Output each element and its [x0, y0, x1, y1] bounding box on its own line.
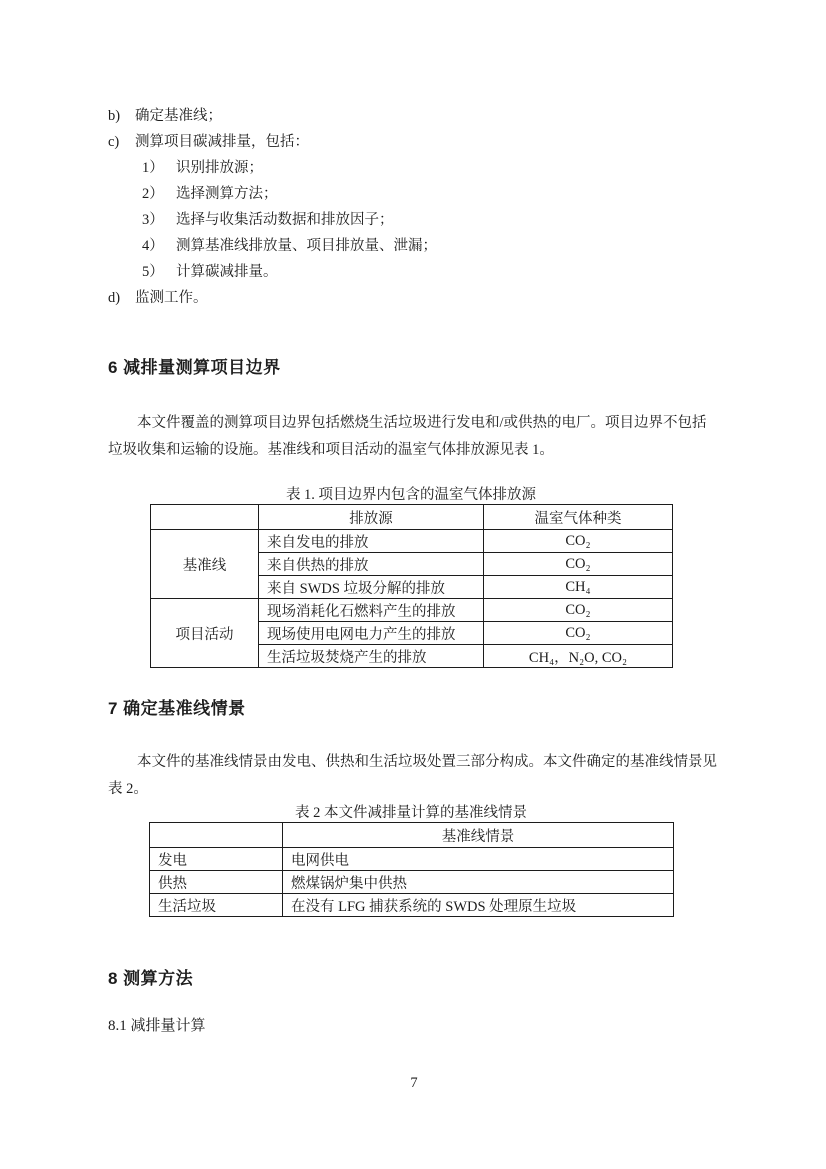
- paragraph-line: 表 2。: [108, 781, 148, 797]
- source-cell: 生活垃圾焚烧产生的排放: [259, 645, 484, 668]
- scenario-cell: 电网供电: [283, 848, 674, 871]
- list-item: [142, 233, 720, 259]
- table-2-caption: 表 2 本文件减排量计算的基准线情景: [295, 805, 527, 821]
- source-cell: 来自 SWDS 垃圾分解的排放: [259, 576, 484, 599]
- section-8-heading: 8 测算方法: [108, 969, 194, 988]
- gas-cell: CO₂: [484, 622, 673, 645]
- source-cell: 现场使用电网电力产生的排放: [259, 622, 484, 645]
- section-8-1-heading: 8.1 减排量计算: [108, 1018, 206, 1034]
- table-row: [150, 848, 674, 871]
- list-item-text: 确定基准线；: [135, 108, 222, 124]
- section-7-paragraph: [108, 749, 720, 803]
- section-6-heading: 6 减排量测算项目边界: [108, 358, 281, 377]
- list-item-text: 测算项目碳减排量，包括：: [135, 134, 309, 150]
- list-item-text: 选择与收集活动数据和排放因子；: [176, 212, 394, 228]
- source-cell: 来自发电的排放: [259, 530, 484, 553]
- list-item: [142, 259, 720, 285]
- list-item-text: 选择测算方法；: [176, 186, 278, 202]
- list-item: [108, 103, 720, 129]
- gas-cell: CO₂: [484, 553, 673, 576]
- table-header-cell: 排放源: [259, 505, 484, 530]
- scenario-cell: 在没有 LFG 捕获系统的 SWDS 处理原生垃圾: [283, 894, 674, 917]
- table-header-cell: [151, 505, 259, 530]
- list-item-text: 监测工作。: [135, 290, 208, 306]
- paragraph-line: 垃圾收集和运输的设施。基准线和项目活动的温室气体排放源见表 1。: [108, 442, 554, 458]
- table-ghg-emission-sources: [150, 504, 673, 668]
- table-row: [150, 894, 674, 917]
- table-row: [150, 823, 674, 848]
- list-item-text: 测算基准线排放量、项目排放量、泄漏；: [176, 238, 437, 254]
- table-row: [151, 530, 673, 553]
- group-cell: 基准线: [151, 530, 259, 599]
- procedure-list: [108, 103, 720, 311]
- table-header-cell: 温室气体种类: [484, 505, 673, 530]
- table-row: [151, 599, 673, 622]
- list-item-label: d): [108, 290, 121, 306]
- list-item-label: 5）: [142, 264, 164, 280]
- table-baseline-scenarios: [149, 822, 674, 917]
- scenario-cell: 燃煤锅炉集中供热: [283, 871, 674, 894]
- table-header-cell: 基准线情景: [283, 823, 674, 848]
- paragraph-line: 本文件的基准线情景由发电、供热和生活垃圾处置三部分构成。本文件确定的基准线情景见: [137, 754, 717, 770]
- page-number: 7: [410, 1075, 418, 1091]
- table-row: [150, 871, 674, 894]
- list-item: [142, 207, 720, 233]
- gas-cell: CH₄，N₂O, CO₂: [484, 645, 673, 668]
- gas-cell: CO₂: [484, 599, 673, 622]
- gas-cell: CO₂: [484, 530, 673, 553]
- item-cell: 发电: [150, 848, 283, 871]
- list-item-label: 4）: [142, 238, 164, 254]
- group-cell: 项目活动: [151, 599, 259, 668]
- list-item-label: 3）: [142, 212, 164, 228]
- list-item-label: 1）: [142, 160, 164, 176]
- item-cell: 生活垃圾: [150, 894, 283, 917]
- table-row: [151, 505, 673, 530]
- list-item: [108, 285, 720, 311]
- source-cell: 来自供热的排放: [259, 553, 484, 576]
- gas-cell: CH₄: [484, 576, 673, 599]
- table-header-cell: [150, 823, 283, 848]
- list-item-label: c): [108, 134, 120, 150]
- list-item-label: 2）: [142, 186, 164, 202]
- list-item: [142, 181, 720, 207]
- source-cell: 现场消耗化石燃料产生的排放: [259, 599, 484, 622]
- item-cell: 供热: [150, 871, 283, 894]
- list-item: [142, 155, 720, 181]
- list-item-label: b): [108, 108, 121, 124]
- paragraph-line: 本文件覆盖的测算项目边界包括燃烧生活垃圾进行发电和/或供热的电厂。项目边界不包括: [137, 415, 707, 431]
- section-7-heading: 7 确定基准线情景: [108, 699, 246, 718]
- list-item-text: 识别排放源；: [176, 160, 263, 176]
- list-item: [108, 129, 720, 155]
- table-1-caption: 表 1. 项目边界内包含的温室气体排放源: [285, 487, 537, 503]
- section-6-paragraph: [108, 410, 720, 464]
- list-item-text: 计算碳减排量。: [176, 264, 278, 280]
